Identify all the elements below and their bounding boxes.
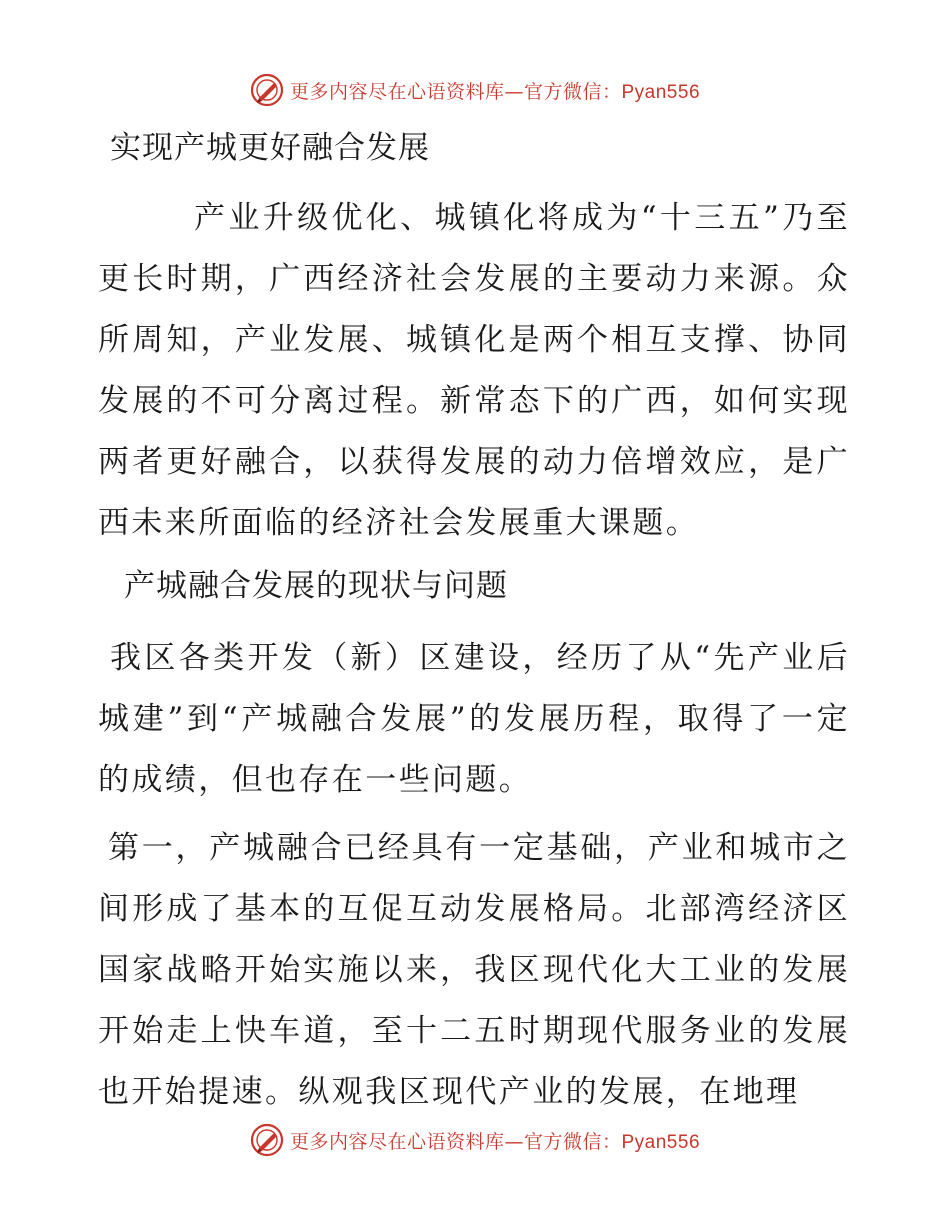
- footer-banner-slogan: 更多内容尽在心语资料库: [289, 1130, 505, 1153]
- header-banner-wechat-id: Pyan556: [621, 81, 701, 103]
- section-heading: 产城融合发展的现状与问题: [124, 568, 508, 604]
- paragraph-2: 第一，产城融合已经具有一定基础，产业和城市之间形成了基本的互促互动发展格局。北部湾经济区国家战略开始实施以来，我区现代化大工业的发展开始走上快车道，至十二五时期现代服务业的发展也开始提速。纵观我区现代产业的发展，在地理: [98, 830, 850, 1110]
- footer-banner: [0, 1120, 950, 1160]
- header-banner: [0, 70, 950, 110]
- paragraph-1: 我区各类开发（新）区建设，经历了从“先产业后城建”到“产城融合发展”的发展历程，取得了一定的成绩，但也存在一些问题。: [98, 640, 850, 798]
- pen-logo-icon: [250, 73, 284, 107]
- footer-banner-separator: —: [504, 1130, 524, 1153]
- document-title: 实现产城更好融合发展: [110, 130, 430, 166]
- footer-banner-wechat-id: Pyan556: [621, 1131, 701, 1153]
- footer-banner-text: [290, 1127, 700, 1154]
- intro-paragraph: 产业升级优化、城镇化将成为“十三五”乃至更长时期，广西经济社会发展的主要动力来源。众所周知，产业发展、城镇化是两个相互支撑、协同发展的不可分离过程。新常态下的广西，如何实现两者更好融合，以获得发展的动力倍增效应，是广西未来所面临的经济社会发展重大课题。: [98, 200, 850, 541]
- header-banner-wechat-label: 官方微信：: [523, 80, 622, 103]
- header-banner-separator: —: [504, 80, 524, 103]
- footer-banner-wechat-label: 官方微信：: [523, 1130, 622, 1153]
- header-banner-text: [290, 77, 700, 104]
- header-banner-slogan: 更多内容尽在心语资料库: [289, 80, 505, 103]
- pen-logo-icon: [250, 1123, 284, 1157]
